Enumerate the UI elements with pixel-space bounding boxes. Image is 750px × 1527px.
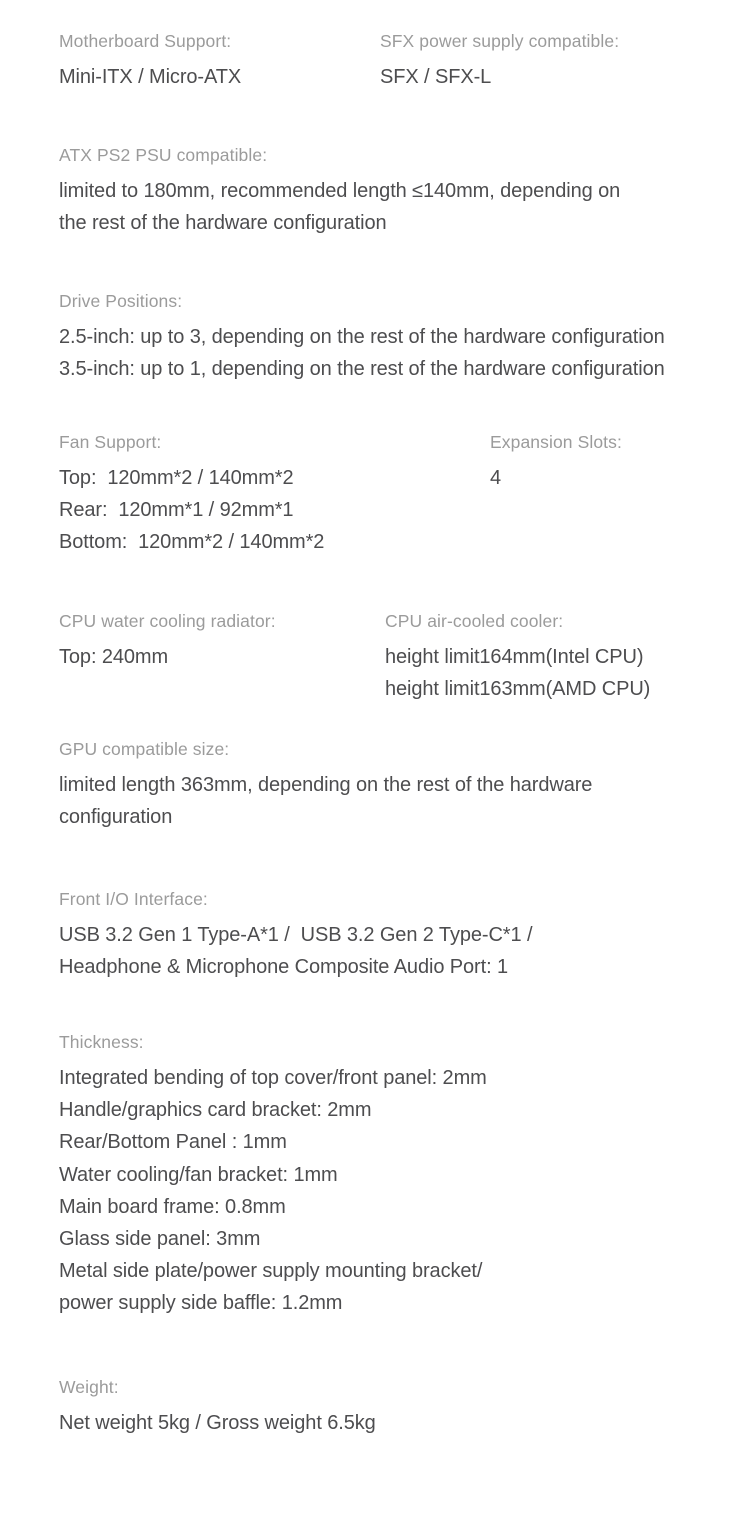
spec-label: Expansion Slots: [490,432,622,452]
spec-value: Net weight 5kg / Gross weight 6.5kg [59,1412,376,1434]
spec-value-line: Top: 120mm*2 / 140mm*2 [59,467,294,489]
spec-value-line: the rest of the hardware configuration [59,212,387,235]
spec-value-line: 3.5-inch: up to 1, depending on the rest of the hardware configuration [59,358,665,381]
spec-value-line: Integrated bending of top cover/front panel: 2mm [59,1067,487,1089]
spec-value-line: limited to 180mm, recommended length ≤140mm, depending on [59,180,621,202]
spec-value-line: Handle/graphics card bracket: 2mm [59,1099,372,1122]
spec-value-line: Main board frame: 0.8mm [59,1195,286,1218]
spec-value-line: power supply side baffle: 1.2mm [59,1292,343,1315]
spec-value: Mini-ITX / Micro-ATX [59,66,242,88]
spec-value-line: USB 3.2 Gen 1 Type-A*1 / USB 3.2 Gen 2 Type-C*1 / [59,924,533,946]
spec-label: Motherboard Support: [59,31,232,51]
spec-value-line: Glass side panel: 3mm [59,1228,261,1251]
spec-label: Weight: [59,1377,119,1397]
spec-atx-psu [59,145,620,239]
spec-label: SFX power supply compatible: [380,31,620,51]
spec-label: Thickness: [59,1032,144,1052]
spec-value-line: height limit164mm(Intel CPU) [385,646,644,668]
spec-label: GPU compatible size: [59,739,230,759]
spec-label: Drive Positions: [59,291,183,311]
spec-value-line: Headphone & Microphone Composite Audio Port: 1 [59,956,509,979]
spec-water-cooling-radiator [59,611,276,673]
spec-value-line: limited length 363mm, depending on the rest of the hardware [59,774,593,796]
spec-motherboard-support [59,31,241,93]
spec-label: CPU air-cooled cooler: [385,611,564,631]
spec-label: CPU water cooling radiator: [59,611,276,631]
spec-value-line: height limit163mm(AMD CPU) [385,678,651,701]
spec-value: SFX / SFX-L [380,66,492,88]
spec-value: Top: 240mm [59,646,169,668]
spec-value-line: Rear/Bottom Panel : 1mm [59,1131,287,1154]
spec-front-io [59,889,532,983]
spec-thickness [59,1032,487,1320]
spec-label: Front I/O Interface: [59,889,208,909]
spec-value: 4 [490,467,502,489]
spec-drive-positions [59,291,665,385]
spec-value-line: Bottom: 120mm*2 / 140mm*2 [59,531,325,554]
spec-weight [59,1377,376,1439]
spec-value-line: Water cooling/fan bracket: 1mm [59,1163,338,1186]
spec-air-cooled-cooler [385,611,650,705]
spec-value-line: 2.5-inch: up to 3, depending on the rest of the hardware configuration [59,326,665,348]
spec-value-line: Metal side plate/power supply mounting bracket/ [59,1260,483,1283]
spec-sfx-psu [380,31,619,93]
spec-value-line: configuration [59,806,173,829]
spec-value-line: Rear: 120mm*1 / 92mm*1 [59,499,294,522]
spec-label: Fan Support: [59,432,162,452]
spec-label: ATX PS2 PSU compatible: [59,145,268,165]
spec-gpu-size [59,739,592,833]
spec-fan-support [59,432,324,559]
spec-expansion-slots [490,432,622,494]
